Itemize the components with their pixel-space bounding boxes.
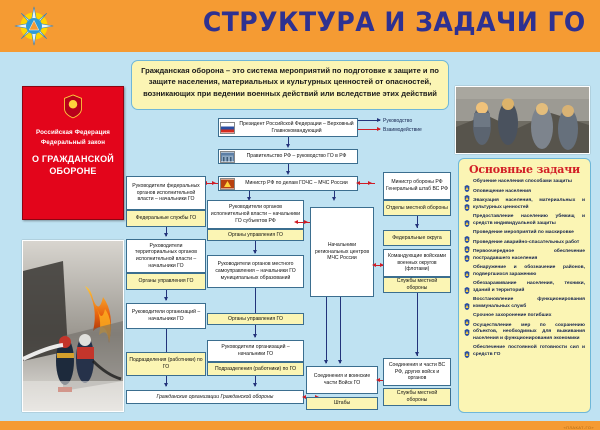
legend-item-vzaimodeystvie <box>358 125 454 134</box>
node-staffs: Штабы <box>306 397 378 410</box>
node-federal-services: Федеральные службы ГО <box>126 210 206 227</box>
task-item <box>464 198 585 211</box>
tasks-list <box>464 179 585 359</box>
arrowhead-down <box>164 233 168 237</box>
task-item <box>464 230 585 237</box>
node-civil-organizations: Гражданские организации Гражданской обороны <box>126 390 304 404</box>
civil-defense-shelter-icon <box>464 249 470 256</box>
arrowhead-left-red <box>372 263 376 267</box>
task-item <box>464 345 585 358</box>
federal-law-book <box>22 86 124 220</box>
node-local-defense-services-2: Службы местной обороны <box>383 388 451 406</box>
task-label: Оповещение населения <box>473 188 531 194</box>
civil-defense-shelter-icon <box>464 345 470 352</box>
arrowhead-right-red <box>368 181 372 185</box>
civil-defense-shelter-icon <box>464 281 470 288</box>
legend-label: Руководство <box>383 117 413 124</box>
task-item <box>464 214 585 227</box>
footer-credit: «ПЛАКАТ-ГО» <box>563 425 594 430</box>
arrowhead-left-red <box>376 378 380 382</box>
civil-defense-shelter-icon <box>464 179 470 186</box>
task-label: Восстановление функционирования коммунальных служб <box>473 297 585 309</box>
task-item <box>464 249 585 262</box>
task-label: Осуществление мер по сохранению объектов, необходимых для выживания населения и функционирования экономики <box>473 322 585 341</box>
task-item <box>464 189 585 196</box>
civil-defense-shelter-icon <box>464 323 470 330</box>
emercom-star-emblem-icon <box>14 6 54 46</box>
node-regional-centers: Начальники региональных центров МЧС России <box>310 207 374 297</box>
russian-coat-of-arms-icon <box>56 93 90 119</box>
task-label: Обнаружение и обозначение районов, подвергшихся заражению <box>473 265 585 277</box>
task-label: Проведение аварийно-спасательных работ <box>473 239 580 245</box>
task-label: Первоочередное обеспечение пострадавшего населения <box>473 249 585 261</box>
civil-defense-shelter-icon <box>464 230 470 237</box>
task-item <box>464 179 585 186</box>
arrowhead-left-red <box>294 220 298 224</box>
arrowhead-down <box>286 171 290 175</box>
edge-regcenters-troops-b <box>340 297 341 363</box>
task-label: Эвакуация населения, материальных и культурных ценностей <box>473 198 585 210</box>
node-local-defense-services-1: Службы местной обороны <box>383 277 451 293</box>
arrowhead-down <box>164 383 168 387</box>
task-label: Срочное захоронение погибших <box>473 313 552 318</box>
task-label: Обеспечение постоянной готовности сил и средств ГО <box>473 345 585 357</box>
node-org-units-left: Подразделения (работники) по ГО <box>126 352 206 376</box>
arrowhead-down <box>324 360 328 364</box>
task-item <box>464 313 585 320</box>
task-item <box>464 240 585 247</box>
node-federal-heads: Руководители федеральных органов исполнительной власти – начальники ГО <box>126 176 206 210</box>
legend-item-rukovodstvo <box>358 116 454 125</box>
task-item <box>464 281 585 294</box>
edge-regcenters-troops-a <box>326 297 327 363</box>
edge-minister-mindef <box>358 183 375 184</box>
poster-footer <box>0 421 600 430</box>
task-label: Проведение мероприятий по маскировке <box>473 230 574 236</box>
task-item <box>464 265 585 278</box>
node-local-defense-departments: Отделы местной обороны <box>383 200 451 216</box>
task-label: Обучение населения способами защиты <box>473 179 572 184</box>
node-local-organs: Органы управления ГО <box>207 313 304 325</box>
arrowhead-down <box>332 197 336 201</box>
arrowhead-down <box>338 360 342 364</box>
node-minister-emercom: Министр РФ по делам ГОЧС – МЧС России <box>218 176 358 191</box>
main-tasks-panel <box>458 158 591 413</box>
task-item <box>464 323 585 343</box>
arrowhead-left-red <box>356 181 360 185</box>
arrowhead-down <box>253 334 257 338</box>
arrowhead-down <box>415 224 419 228</box>
task-label: Предоставление населению убежищ и средств индивидуальной защиты <box>473 214 585 226</box>
node-territorial-organs: Органы управления ГО <box>126 273 206 290</box>
poster-header <box>0 0 600 52</box>
red-arrow-icon <box>358 129 380 130</box>
node-territorial-heads: Руководители территориальных органов исполнительной власти – начальники ГО <box>126 239 206 273</box>
task-item <box>464 297 585 310</box>
arrowhead-right-red <box>212 181 216 185</box>
civil-defense-shelter-icon <box>464 214 470 221</box>
node-subject-heads: Руководители органов исполнительной власти – начальники ГО субъектов РФ <box>207 200 304 229</box>
legend <box>358 116 454 134</box>
civil-defense-definition: Гражданская оборона – это система мероприятий по подготовке к защите и по защите населения, материальных и культурных ценностей от опасностей, возникающих при ведении военных действий или вследствие этих действий <box>131 60 449 110</box>
edge-orgheads-units-left <box>166 329 167 352</box>
node-subject-organs: Органы управления ГО <box>207 229 304 241</box>
law-book-subtitle: Российская Федерация Федеральный закон <box>36 129 110 146</box>
law-book-title: О ГРАЖДАНСКОЙ ОБОРОНЕ <box>32 154 114 176</box>
node-president: Президент Российской Федерации – Верховный Главнокомандующий <box>218 118 358 137</box>
arrowhead-down <box>415 352 419 356</box>
node-org-heads-left: Руководители организаций – начальники ГО <box>126 303 206 329</box>
edge-districtcmd-unitsvs <box>417 293 418 356</box>
node-units-armed-forces: Соединения и части ВС РФ, других войск и органов <box>383 358 451 386</box>
firefighters-extinguishing-fire-photo <box>22 240 124 412</box>
arrowhead-right-red <box>304 220 308 224</box>
node-local-heads: Руководители органов местного самоуправления – начальники ГО муниципальных образований <box>207 255 304 288</box>
node-minister-of-defense: Министр обороны РФ Генеральный штаб ВС РФ <box>383 172 451 200</box>
page-title: СТРУКТУРА И ЗАДАЧИ ГО <box>203 7 586 38</box>
government-building-icon <box>220 151 235 163</box>
arrowhead-down <box>286 144 290 148</box>
node-troops-civil-defense: Соединения и воинские части Войск ГО <box>306 366 378 394</box>
node-federal-districts: Федеральные округа <box>383 230 451 246</box>
emercom-emblem-icon <box>220 178 235 190</box>
civil-defense-shelter-icon <box>464 297 470 304</box>
legend-label: Взаимодействие <box>383 126 422 133</box>
node-org-units-mid: Подразделения (работники) по ГО <box>207 362 304 376</box>
civil-defense-shelter-icon <box>464 240 470 247</box>
tasks-panel-title: Основные задачи <box>468 163 581 176</box>
rescuers-in-rubble-photo <box>455 86 590 154</box>
civil-defense-shelter-icon <box>464 313 470 320</box>
civil-defense-shelter-icon <box>464 198 470 205</box>
russian-flag-icon <box>220 122 235 134</box>
arrowhead-down <box>253 250 257 254</box>
node-government: Правительство РФ – руководство ГО в РФ <box>218 149 358 164</box>
civil-defense-shelter-icon <box>464 189 470 196</box>
arrowhead-down <box>253 383 257 387</box>
node-org-heads-mid: Руководители организаций – начальники ГО <box>207 340 304 362</box>
blue-arrow-icon <box>358 120 380 121</box>
arrowhead-down <box>164 297 168 301</box>
edge-local-organs <box>255 288 256 313</box>
task-label: Обеззараживание населения, техники, зданий и территорий <box>473 281 585 293</box>
node-military-district-commanders: Командующие войсками военных округов (флотами) <box>383 249 451 277</box>
civil-defense-shelter-icon <box>464 265 470 272</box>
